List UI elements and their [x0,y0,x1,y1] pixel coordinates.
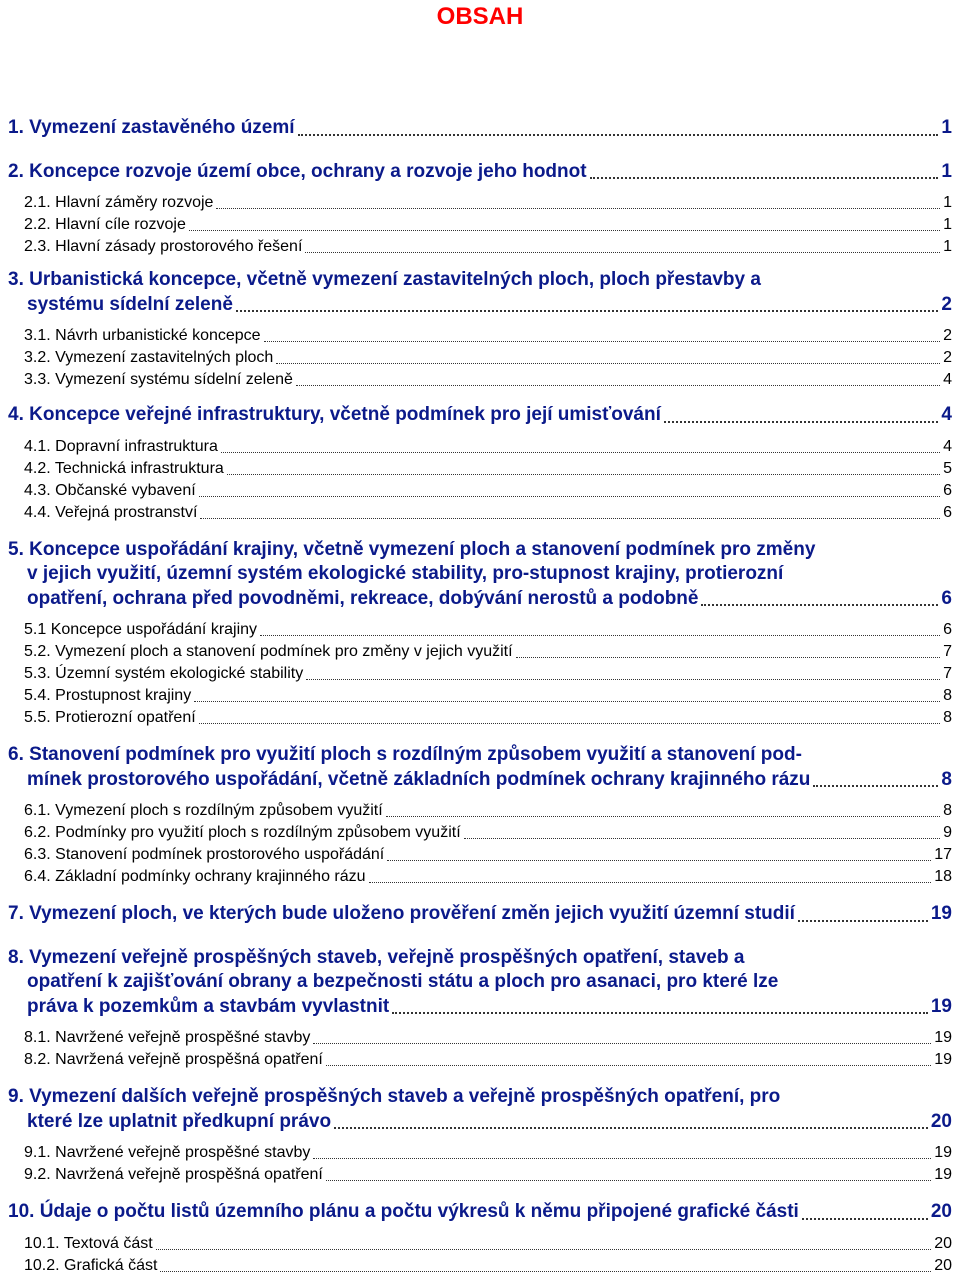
toc-text: Navržené veřejně prospěšné stavby [55,1029,311,1046]
toc-num: 5.5. [24,709,51,726]
toc-page: 8 [943,709,952,726]
toc-entry-8-1[interactable] [8,1027,952,1049]
leader-dots [334,1127,928,1129]
leader-dots [326,1065,931,1066]
toc-page: 1 [941,117,952,138]
leader-dots [387,860,931,861]
leader-dots [313,1043,931,1044]
toc-text: Koncepce veřejné infrastruktury, včetně podmínek pro její umisťování [29,404,661,425]
toc-entry-2-1[interactable] [8,192,952,214]
toc-num: 4.3. [24,481,51,499]
toc-text: Údaje o počtu listů územního plánu a počtu výkresů k němu připojené grafické části [39,1201,799,1222]
toc-num: 2.1. [24,194,51,211]
leader-dots [221,452,940,453]
leader-dots [326,1180,931,1181]
toc-text: Veřejná prostranství [55,503,198,521]
leader-dots [664,421,939,423]
leader-dots [194,701,940,702]
toc-page: 19 [934,1051,952,1068]
toc-num: 2.2. [24,216,51,233]
toc-entry-4-2[interactable] [8,458,952,480]
leader-dots [802,1218,928,1220]
toc-page: 7 [943,643,952,660]
toc-page: 17 [934,846,952,863]
toc-page: 2 [943,349,952,366]
toc-num: 6.4. [24,868,51,885]
toc-num: 6.1. [24,802,51,819]
toc-text: Vymezení ploch s rozdílným způsobem využití [55,802,383,819]
toc-text-line: práva k pozemkům a stavbám vyvlastnit [27,995,390,1017]
toc-entry-4-1[interactable] [8,436,952,458]
leader-dots [200,518,940,519]
toc-text-line: Vymezení dalších veřejně prospěšných staveb a veřejně prospěšných opatření, pro [29,1086,781,1107]
toc-page: 7 [943,665,952,682]
toc-entry-2-3[interactable] [8,236,952,258]
toc-entry-5-1[interactable] [8,619,952,641]
toc-text: Dopravní infrastruktura [55,437,218,455]
toc-text: Vymezení systému sídelní zeleně [55,371,293,388]
toc-num: 9.1. [24,1144,51,1161]
leader-dots [464,838,940,839]
toc-num: 6. [8,744,24,765]
toc-entry-3[interactable] [8,268,952,317]
leader-dots [216,208,940,209]
toc-entry-5-2[interactable] [8,641,952,663]
toc-text: Vymezení zastavěného území [29,117,295,138]
toc-page: 19 [930,995,952,1017]
toc-num: 9. [8,1086,24,1107]
toc-num: 5.2. [24,643,51,660]
leader-dots [305,252,940,253]
toc-page: 6 [943,503,952,521]
leader-dots [516,657,941,658]
toc-entry-4-4[interactable] [8,502,952,524]
toc-text: Podmínky pro využití ploch s rozdílným způsobem využití [55,824,461,841]
toc-entry-10-1[interactable] [8,1233,952,1255]
toc-page: 18 [934,868,952,885]
toc-entry-3-1[interactable] [8,325,952,347]
leader-dots [227,474,940,475]
toc-num: 3.2. [24,349,51,366]
leader-dots [813,785,938,787]
toc-entry-6-3[interactable] [8,844,952,866]
toc-page: 1 [943,194,952,211]
toc-entry-9-2[interactable] [8,1164,952,1186]
toc-num: 2. [8,160,24,182]
toc-entry-5-4[interactable] [8,685,952,707]
leader-dots [386,816,940,817]
toc-text: Vymezení ploch, ve kterých bude uloženo prověření změn jejich využití územní studií [29,903,795,924]
toc-entry-10-2[interactable] [8,1255,952,1277]
leader-dots [199,723,940,724]
toc-text: Návrh urbanistické koncepce [55,327,261,344]
toc-num: 7. [8,903,24,924]
toc-num: 6.3. [24,846,51,863]
toc-entry-8-2[interactable] [8,1049,952,1071]
leader-dots [264,341,941,342]
toc-text-line: opatření k zajišťování obrany a bezpečnosti státu a ploch pro asanaci, pro které lze [27,971,779,992]
toc-entry-2[interactable] [8,160,952,185]
toc-text: Navržená veřejně prospěšná opatření [55,1051,323,1068]
toc-entry-9-1[interactable] [8,1142,952,1164]
toc-num: 4.4. [24,503,51,521]
toc-text: Prostupnost krajiny [55,687,192,704]
toc-num: 4.1. [24,437,51,455]
toc-num: 3. [8,269,24,290]
toc-text-line: systému sídelní zeleně [27,293,233,315]
toc-text-line: které lze uplatnit předkupní právo [27,1110,332,1132]
toc-text: Technická infrastruktura [54,459,224,477]
toc-num: 6.2. [24,824,51,841]
toc-page: 20 [934,1234,952,1252]
toc-text: Protierozní opatření [55,709,196,726]
toc-page: 8 [943,687,952,704]
toc-page: 6 [943,621,952,638]
toc-text: Základní podmínky ochrany krajinného rázu [55,868,366,885]
leader-dots [156,1249,932,1250]
toc-entry-1[interactable] [8,116,952,141]
toc-text: Textová část [63,1234,153,1252]
toc-page: 6 [943,481,952,499]
toc-text-line: v jejich využití, územní systém ekologické stability, pro-stupnost krajiny, protierozní [27,563,784,584]
toc-text-line: opatření, ochrana před povodněmi, rekreace, dobývání nerostů a podobně [27,587,699,609]
toc-text: Koncepce rozvoje území obce, ochrany a rozvoje jeho hodnot [29,160,587,182]
toc-num: 4. [8,404,24,425]
leader-dots [199,496,940,497]
toc-page: 4 [943,437,952,455]
toc-page: 4 [943,371,952,388]
toc-text: Stanovení podmínek prostorového uspořádání [55,846,385,863]
toc-text-line: mínek prostorového uspořádání, včetně základních podmínek ochrany krajinného rázu [27,768,811,790]
toc-page: 2 [941,293,952,315]
toc-entry-6-1[interactable] [8,800,952,822]
toc-page: 8 [943,802,952,819]
toc-num: 2.3. [24,238,51,255]
toc-page: 20 [930,1201,952,1222]
toc-text: Navržené veřejně prospěšné stavby [55,1144,311,1161]
toc-page: 6 [941,587,952,609]
toc-entry-5[interactable] [8,538,952,612]
toc-entry-6-4[interactable] [8,866,952,888]
toc-text: Územní systém ekologické stability [55,665,304,682]
leader-dots [276,363,940,364]
toc-num: 10. [8,1201,35,1222]
leader-dots [160,1271,931,1272]
toc-num: 10.1. [24,1234,60,1252]
toc-text-line: Koncepce uspořádání krajiny, včetně vymezení ploch a stanovení podmínek pro změny [29,538,816,560]
page-title: OBSAH [436,3,524,30]
toc-page: 8 [941,768,952,790]
toc-page: 19 [934,1166,952,1183]
toc-entry-2-2[interactable] [8,214,952,236]
leader-dots [298,134,939,136]
toc-entry-7[interactable] [8,902,952,927]
toc-num: 9.2. [24,1166,51,1183]
leader-dots [369,882,932,883]
toc-num: 5.3. [24,665,51,682]
toc-entry-3-3[interactable] [8,369,952,391]
toc-page: 20 [930,1110,952,1132]
toc-text: Hlavní cíle rozvoje [55,216,186,233]
toc-num: 5. [8,538,24,560]
toc-text: Hlavní zásady prostorového řešení [55,238,303,255]
toc-page: 2 [943,327,952,344]
toc-text: Vymezení zastavitelných ploch [55,349,274,366]
toc-page: 1 [943,238,952,255]
toc-num: 3.1. [24,327,51,344]
toc-num: 8.1. [24,1029,51,1046]
toc-entry-5-3[interactable] [8,663,952,685]
toc-text-line: Vymezení veřejně prospěšných staveb, veřejně prospěšných opatření, staveb a [29,946,745,968]
toc-entry-10[interactable] [8,1200,952,1225]
toc-num: 4.2. [24,459,51,477]
toc-entry-4[interactable] [8,403,952,428]
toc-page: 9 [943,824,952,841]
leader-dots [590,177,939,179]
toc-num: 5.1 [24,621,47,638]
leader-dots [798,920,928,922]
toc-text-line: Urbanistická koncepce, včetně vymezení zastavitelných ploch, ploch přestavby a [29,269,761,290]
toc-page: 1 [943,216,952,233]
toc-entry-4-3[interactable] [8,480,952,502]
leader-dots [701,604,938,606]
leader-dots [296,385,940,386]
toc-entry-9[interactable] [8,1085,952,1134]
toc-page: 19 [930,903,952,924]
toc-text: Vymezení ploch a stanovení podmínek pro změny v jejich využití [55,643,513,660]
leader-dots [392,1012,928,1014]
toc-page: 19 [934,1144,952,1161]
toc-entry-3-2[interactable] [8,347,952,369]
toc-text: Grafická část [64,1256,158,1274]
toc-page: 19 [934,1029,952,1046]
toc-page: 5 [943,459,952,477]
toc-entry-6-2[interactable] [8,822,952,844]
toc-text: Hlavní záměry rozvoje [55,194,214,211]
leader-dots [236,310,939,312]
leader-dots [189,230,940,231]
toc-page: 1 [941,160,952,182]
toc-text: Občanské vybavení [55,481,196,499]
toc-text: Koncepce uspořádání krajiny [50,621,258,638]
toc-text-line: Stanovení podmínek pro využití ploch s rozdílným způsobem využití a stanovení pod- [29,744,802,765]
toc-num: 8.2. [24,1051,51,1068]
toc-num: 1. [8,117,24,138]
toc-page: 20 [934,1256,952,1274]
leader-dots [313,1158,931,1159]
toc-page: 4 [941,404,952,425]
toc-entry-6[interactable] [8,743,952,792]
toc-num: 8. [8,946,24,968]
toc-entry-5-5[interactable] [8,707,952,729]
toc-text: Navržená veřejně prospěšná opatření [55,1166,323,1183]
toc-num: 3.3. [24,371,51,388]
toc-num: 5.4. [24,687,51,704]
leader-dots [260,635,940,636]
toc-entry-8[interactable] [8,946,952,1020]
table-of-contents [8,116,952,1277]
leader-dots [306,679,940,680]
toc-num: 10.2. [24,1256,60,1274]
